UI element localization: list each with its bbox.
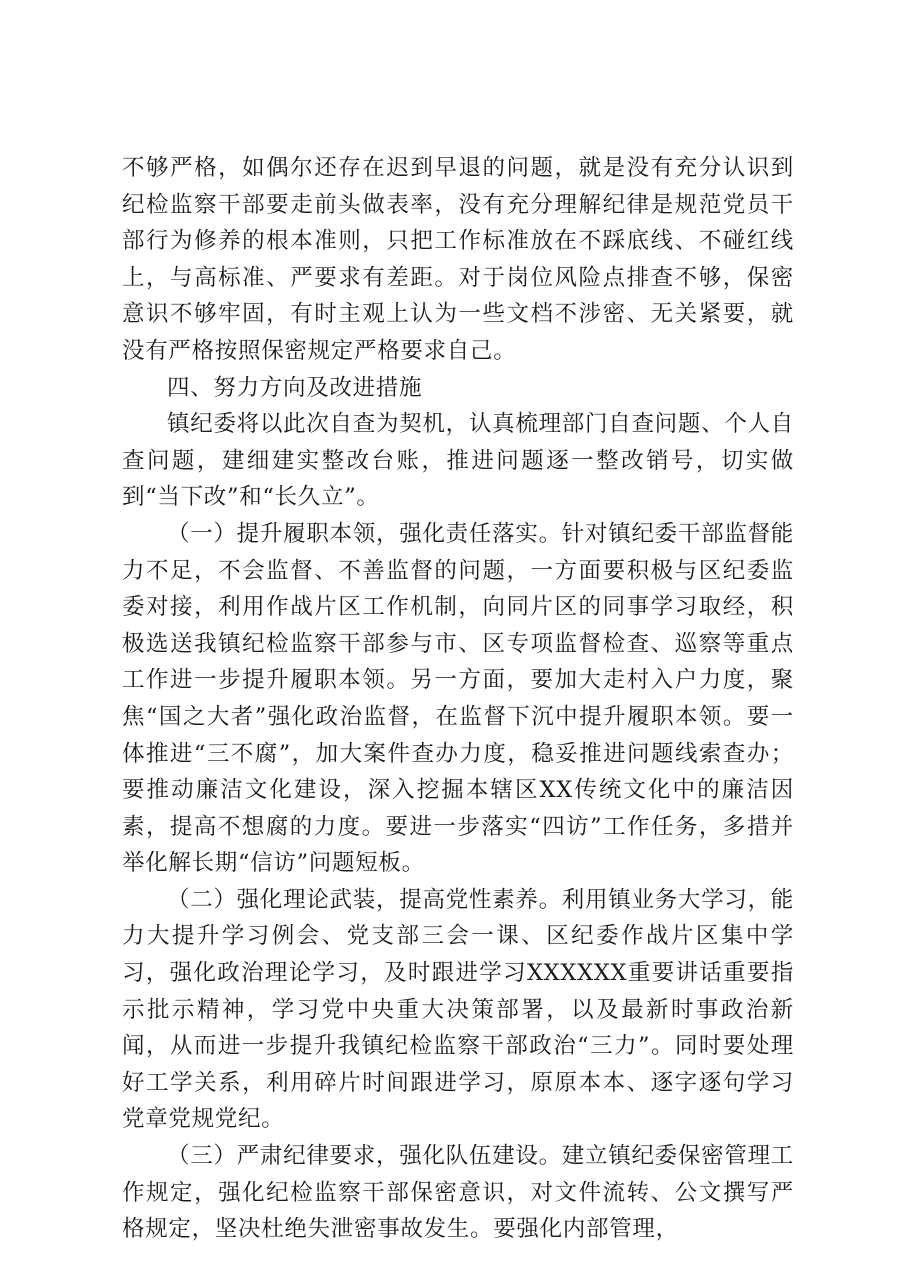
paragraph-item-3: （三）严肃纪律要求，强化队伍建设。建立镇纪委保密管理工作规定，强化纪检监察干部保密意识，对文件流转、公文撰写严格规定，坚决杜绝失泄密事故发生。要强化内部管理， (122, 1143, 794, 1243)
document-body (122, 150, 794, 1248)
section-heading-improvement: 四、努力方向及改进措施 (167, 374, 423, 401)
paragraph-intro: 镇纪委将以此次自查为契机，认真梳理部门自查问题、个人自查问题，建细建实整改台账，推进问题逐一整改销号，切实做到“当下改”和“长久立”。 (122, 411, 794, 511)
paragraph-item-2: （二）强化理论武装，提高党性素养。利用镇业务大学习，能力大提升学习例会、党支部三会一课、区纪委作战片区集中学习，强化政治理论学习，及时跟进学习XXXXXX重要讲话重要指示批示精神，学习党中央重大决策部署，以及最新时事政治新闻，从而进一步提升我镇纪检监察干部政治“三力”。同时要处理好工学关系，利用碎片时间跟进学习，原原本本、逐字逐句学习党章党规党纪。 (122, 886, 795, 1133)
paragraph-item-1: （一）提升履职本领，强化责任落实。针对镇纪委干部监督能力不足，不会监督、不善监督的问题，一方面要积极与区纪委监委对接，利用作战片区工作机制，向同片区的同事学习取经，积极选送我镇纪检监察干部参与市、区专项监督检查、巡察等重点工作进一步提升履职本领。另一方面，要加大走村入户力度，聚焦“国之大者”强化政治监督，在监督下沉中提升履职本领。要一体推进“三不腐”，加大案件查办力度，稳妥推进问题线索查办；要推动廉洁文化建设，深入挖掘本辖区XX传统文化中的廉洁因素，提高不想腐的力度。要进一步落实“四访”工作任务，多措并举化解长期“信访”问题短板。 (122, 520, 794, 877)
paragraph-continuation: 不够严格，如偶尔还存在迟到早退的问题，就是没有充分认识到纪检监察干部要走前头做表率，没有充分理解纪律是规范党员干部行为修养的根本准则，只把工作标准放在不踩底线、不碰红线上，与高标准、严要求有差距。对于岗位风险点排查不够，保密意识不够牢固，有时主观上认为一些文档不涉密、无关紧要，就没有严格按照保密规定严格要求自己。 (122, 155, 794, 364)
